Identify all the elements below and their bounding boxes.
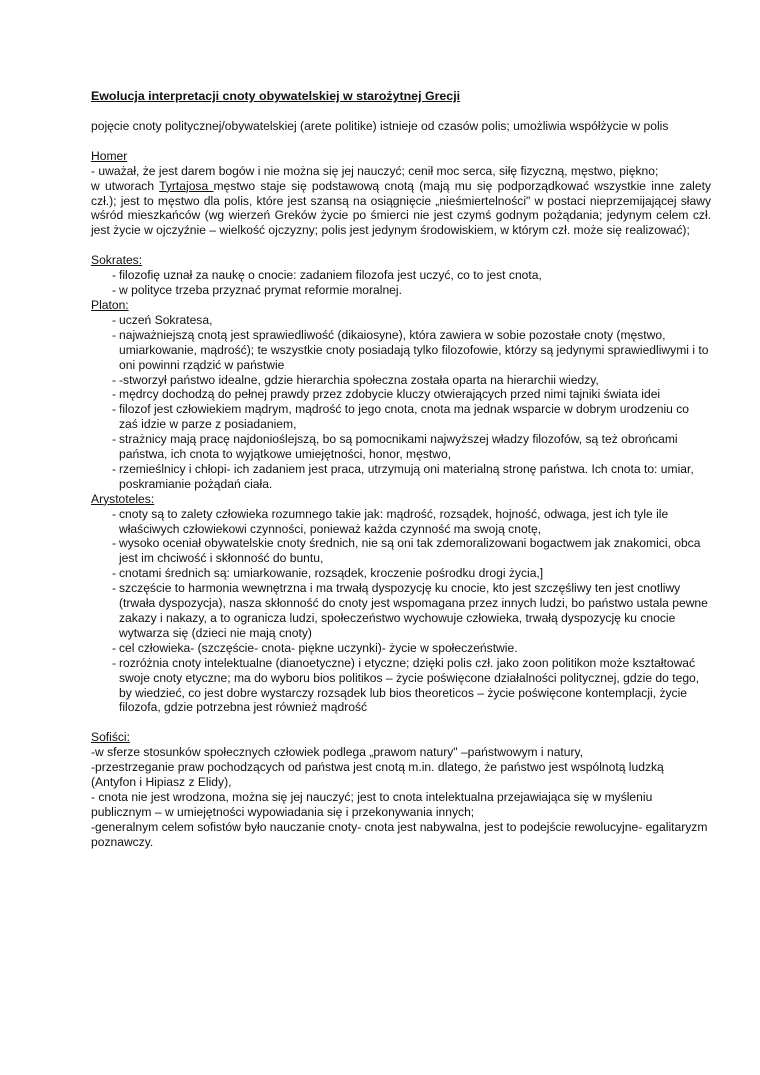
- spacer: [91, 238, 711, 253]
- list-item-text: mędrcy dochodzą do pełnej prawdy przez zdobycie kluczy otwierających przed nimi tajniki świata idei: [119, 387, 661, 402]
- dash-bullet: -: [112, 387, 117, 402]
- heading-sokrates: Sokrates:: [91, 253, 143, 268]
- list-item: [91, 313, 711, 328]
- list-item: [91, 387, 711, 402]
- section-homer: [91, 149, 711, 238]
- sofisci-line: -przestrzeganie praw pochodzących od państwa jest cnotą m.in. dlatego, że państwo jest wspólnotą ludzką (Antyfon i Hipiasz z Elidy),: [91, 760, 664, 790]
- section-sokrates: [91, 253, 711, 298]
- dash-bullet: -: [112, 655, 117, 670]
- heading-platon: Platon:: [91, 297, 129, 312]
- dash-bullet: -: [112, 372, 117, 387]
- heading-arystoteles: Arystoteles:: [91, 491, 155, 506]
- dash-bullet: -: [112, 402, 117, 417]
- list-item: [91, 656, 711, 716]
- dash-bullet: -: [112, 506, 117, 521]
- section-sofisci: [91, 730, 711, 849]
- dash-bullet: -: [112, 536, 117, 551]
- dash-bullet: -: [112, 566, 117, 581]
- sokrates-list: [91, 268, 711, 298]
- dash-bullet: -: [112, 268, 117, 283]
- homer-line-1: - uważał, że jest darem bogów i nie można się jej nauczyć; cenił moc serca, siłę fizyczną, męstwo, piękno;: [91, 163, 659, 178]
- list-item: [91, 581, 711, 641]
- homer-line-2-pre: w utworach: [91, 178, 160, 193]
- list-item-text: najważniejszą cnotą jest sprawiedliwość (dikaiosyne), która zawiera w sobie pozostałe cnoty (męstwo, umiarkowanie, mądrość); te wszystkie cnoty posiadają tylko filozofowie, którzy są jedynymi sprawiedliwymi i to oni powinni rządzić w państwie: [119, 327, 709, 372]
- list-item-text: filozof jest człowiekiem mądrym, mądrość to jego cnota, cnota ma jednak wsparcie w dobrym urodzeniu co zaś idzie w parze z posiadaniem,: [119, 402, 689, 432]
- list-item: [91, 641, 711, 656]
- list-item-text: w polityce trzeba przyznać prymat reformie moralnej.: [119, 283, 402, 298]
- dash-bullet: -: [112, 283, 117, 298]
- sofisci-line: -generalnym celem sofistów było nauczanie cnoty- cnota jest nabywalna, jest to podejście rewolucyjne- egalitaryzm poznawczy.: [91, 819, 708, 849]
- dash-bullet: -: [112, 327, 117, 342]
- list-item-text: filozofię uznał za naukę o cnocie: zadaniem filozofa jest uczyć, co to jest cnota,: [119, 268, 542, 283]
- platon-list: [91, 313, 711, 492]
- section-arystoteles: [91, 492, 711, 716]
- list-item-text: rzemieślnicy i chłopi- ich zadaniem jest praca, utrzymują oni materialną stronę państwa. Ich cnota to: umiar, poskramianie pożądań ciała.: [119, 461, 694, 491]
- list-item: [91, 462, 711, 492]
- list-item-text: cel człowieka- (szczęście- cnota- piękne uczynki)- życie w społeczeństwie.: [119, 640, 518, 655]
- homer-paragraph: [91, 179, 711, 239]
- list-item: [91, 268, 711, 283]
- list-item: [91, 566, 711, 581]
- list-item-text: -stworzył państwo idealne, gdzie hierarchia społeczna została oparta na hierarchii wiedzy,: [119, 372, 599, 387]
- sofisci-line: -w sferze stosunków społecznych człowiek podlega „prawom natury" –państwowym i natury,: [91, 745, 584, 760]
- dash-bullet: -: [112, 312, 117, 327]
- homer-line-2-post: męstwo staje się podstawową cnotą (mają mu się podporządkować wszystkie inne zalety czł.); jest to męstwo dla polis, które jest szansą na osiągnięcie „nieśmiertelności" w postaci nieprzemijającej sławy wśród mieszkańców (wg wierzeń Greków życie po śmierci nie jest czymś godnym pożądania; jedynym celem czł. jest życie w ojczyźnie – wielkość ojczyzny; polis jest jedynym środowiskiem, w którym czł. może się realizować);: [91, 178, 711, 238]
- heading-homer: Homer: [91, 148, 128, 163]
- dash-bullet: -: [112, 432, 117, 447]
- list-item-text: cnotami średnich są: umiarkowanie, rozsądek, kroczenie pośrodku drogi życia,]: [119, 566, 544, 581]
- spacer: [91, 715, 711, 730]
- tyrtajos-link-text: Tyrtajosa: [159, 178, 214, 193]
- document-page: [91, 89, 711, 850]
- list-item-text: uczeń Sokratesa,: [119, 312, 213, 327]
- list-item-text: strażnicy mają pracę najdonioślejszą, bo są pomocnikami najwyższej władzy filozofów, są też obrońcami państwa, ich cnota to wyjątkowe umiejętności, honor, męstwo,: [119, 432, 678, 462]
- list-item: [91, 373, 711, 388]
- list-item-text: cnoty są to zalety człowieka rozumnego takie jak: mądrość, rozsądek, hojność, odwaga, jest ich tyle ile właściwych człowiekowi czynności, ponieważ każda czynność ma swoją cnotę,: [119, 506, 669, 536]
- sofisci-line: - cnota nie jest wrodzona, można się jej nauczyć; jest to cnota intelektualna przejawiająca się w myśleniu publicznym – w umiejętności wypowiadania się i przekonywania innych;: [91, 789, 653, 819]
- dash-bullet: -: [112, 581, 117, 596]
- list-item: [91, 432, 711, 462]
- list-item: [91, 507, 711, 537]
- list-item: [91, 402, 711, 432]
- heading-sofisci: Sofiści:: [91, 730, 130, 745]
- dash-bullet: -: [112, 461, 117, 476]
- section-platon: [91, 298, 711, 492]
- dash-bullet: -: [112, 640, 117, 655]
- document-title: Ewolucja interpretacji cnoty obywatelskiej w starożytnej Grecji: [91, 89, 461, 103]
- list-item: [91, 536, 711, 566]
- list-item-text: wysoko oceniał obywatelskie cnoty średnich, nie są oni tak zdemoralizowani bogactwem jak znakomici, obca jest im chciwość i skłonność do buntu,: [119, 536, 701, 566]
- arystoteles-list: [91, 507, 711, 716]
- list-item: [91, 283, 711, 298]
- list-item: [91, 328, 711, 373]
- list-item-text: rozróżnia cnoty intelektualne (dianoetyczne) i etyczne; dzięki polis czł. jako zoon politikon może kształtować swoje cnoty etyczne; ma do wyboru bios politikos – życie poświęcone działalności politycznej, gdzie do tego, by wiedzieć, co jest dobre wystarczy rozsądek lub bios theoreticos – życie poświęcone kontemplacji, życie filozofa, gdzie potrzebna jest również mądrość: [119, 655, 700, 715]
- list-item-text: szczęście to harmonia wewnętrzna i ma trwałą dyspozycję ku cnocie, kto jest szczęśliwy ten jest cnotliwy (trwała dyspozycja), nasza skłonność do cnoty jest wspomagana przez innych ludzi, bo państwo ustala pewne zakazy i nakazy, a to ogranicza ludzi, społeczeństwo wychowuje człowieka, trwałą dyspozycję ku cnocie wytwarza się (dzieci nie mają cnoty): [119, 581, 708, 640]
- intro-paragraph: pojęcie cnoty politycznej/obywatelskiej (arete politike) istnieje od czasów polis; umożliwia współżycie w polis: [91, 118, 669, 133]
